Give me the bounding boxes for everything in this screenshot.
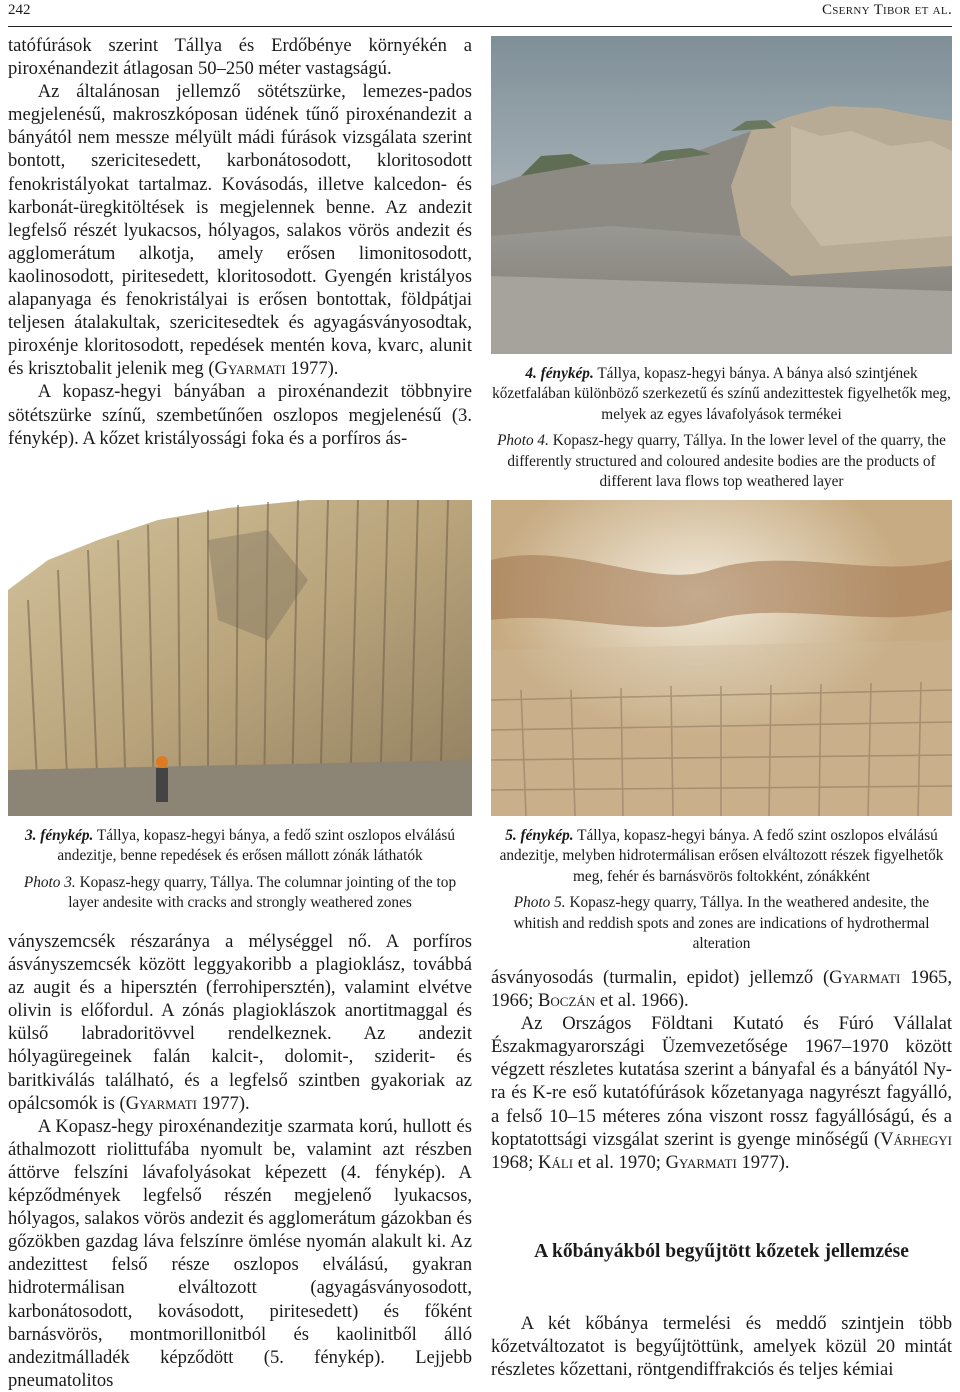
caption-hungarian [491, 364, 952, 425]
paragraph [491, 966, 952, 1012]
citation-author: Káli [538, 1151, 574, 1173]
caption-text: Kopasz-hegy quarry, Tállya. The columnar jointing of the top layer andesite with cracks and strongly weathered zones [68, 873, 457, 912]
citation-author: Gyarmati [125, 1092, 197, 1114]
citation-rest: 1977). [741, 1151, 790, 1173]
caption-label: 5. fénykép. [505, 827, 574, 844]
caption-text: Kopasz-hegy quarry, Tállya. In the lower level of the quarry, the differently structured and coloured andesite bodies are the products of different lava flows top weathered layer [507, 432, 946, 491]
photo-4-caption [491, 364, 952, 498]
left-column-top-text [8, 34, 472, 450]
citation-rest: et al. 1966). [599, 990, 689, 1012]
citation-year: 1977). [290, 358, 339, 380]
citation-author: Gyarmati [829, 967, 901, 988]
caption-hungarian [8, 826, 472, 867]
running-header [8, 2, 952, 24]
citation-author: Várhegyi [880, 1128, 952, 1150]
caption-label: Photo 3. [23, 873, 76, 891]
caption-label: Photo 5. [513, 894, 566, 912]
paragraph: Az általánosan jellemző sötétszürke, lemezes-pados megjelenésű, makroszkóposan üdének tűnő piroxénandezit a bányától nem messze mélyült mádi fúrások vizsgálata szerint bontott, szericitesedett, karbonátosodott, kloritosodott fenokristályokat tartalmaz. Kovásodás, illetve kalcedon- és karbonát-üregkitöltések is megjelennek benne. Az andezit legfelső részét lyukacsos, hólyagos, salakos vörös andezit és agglomerátum alkotja, amely erősen limonitosodott, kaolinosodott, piritesedett, kloritosodott. Gyengén kristályos alapanyaga és fenokristályai is erősen bontottak, földpátjai teljesen átalakultak, szericitesedtek és agyagásványosodtak, piroxénje kloritosodott, repedések mentén kova, kvarc, alunit és krisztobalit jelenik meg (Gyarmati 1977). [8, 81, 472, 380]
caption-label: 4. fénykép. [525, 365, 594, 382]
paragraph [8, 930, 472, 1115]
citation-rest: 1968; [491, 1151, 534, 1173]
photo-5-altered-andesite [491, 500, 952, 816]
right-column-final-text [491, 1312, 952, 1381]
citation-rest: et al. 1970; [577, 1151, 661, 1173]
caption-text: Kopasz-hegy quarry, Tállya. In the weathered andesite, the whitish and reddish spots and zones are indications of hydrothermal alteration [513, 894, 930, 953]
paragraph-text: Az általánosan jellemző sötétszürke, lemezes-pados megjelenésű, makroszkóposan üdének tűnő piroxénandezit a bányától nem messze mélyült mádi fúrások vizsgálata szerint bontott, szericitesedett, karbonátosodott, kloritosodott fenokristályokat tartalmaz. Kovásodás, illetve kalcedon- és karbonát-üregkitöltések is megjelennek benne. Az andezit legfelső részét lyukacsos, hólyagos, salakos vörös andezit és agglomerátum alkotja, amely erősen limonitosodott, kaolinosodott, piritesedett, kloritosodott. Gyengén kristályos alapanyaga és fenokristályai is erősen bontottak, földpátjai teljesen átalakultak, szericitesedtek és agyagásványosodtak, piroxénje kloritosodott, repedések mentén kova, kvarc, alunit és krisztobalit jelenik meg [8, 81, 472, 380]
paragraph: A kopasz-hegyi bányában a piroxénandezit többnyire sötétszürke színű, szembetűnően oszlopos megjelenésű (3. fénykép). A kőzet kristályossági foka és a porfíros ás- [8, 381, 472, 449]
citation-year: 1977). [201, 1092, 250, 1114]
caption-text: Tállya, kopasz-hegyi bánya, a fedő szint oszlopos elválású andezitje, benne repedések és erősen mállott zónák láthatók [57, 827, 456, 865]
header-rule [8, 26, 952, 27]
page-number: 242 [8, 2, 31, 18]
paragraph: tatófúrások szerint Tállya és Erdőbénye környékén a piroxénandezit átlagosan 50–250 méter vastagságú. [8, 35, 472, 80]
caption-label: Photo 4. [497, 432, 549, 450]
paragraph [491, 1012, 952, 1174]
photo-3-caption [8, 826, 472, 920]
running-authors: Cserny Tibor et al. [821, 2, 952, 18]
caption-english [8, 873, 472, 914]
photo-4-quarry-overview [491, 36, 952, 354]
photo-3-columnar-jointing [8, 500, 472, 816]
caption-text: Tállya, kopasz-hegyi bánya. A fedő szint oszlopos elválású andezitje, melyben hidrotermálisan erősen elváltozott részek figyelhetők meg, fehér és barnásvörös foltokként, zónákként [499, 827, 944, 885]
paragraph-text: ásványosodás (turmalin, epidot) jellemző ( [491, 967, 830, 988]
citation-rest: 1965, 1966; [491, 967, 952, 1012]
citation-author: Gyarmati [665, 1151, 737, 1173]
paragraph: A Kopasz-hegy piroxénandezitje szarmata korú, hullott és áthalmozott riolittufába nyomult be, valamint azt részben áttörve felszíni lávafolyásokat képezett (4. fénykép). A képződmények legfelső részén megjelenő lyukacsos, hólyagos, salakos vörös andezit és agglomerátum gázokban és gőzökben gazdag láva felszínre ömlése nyomán alakult ki. Az andezittest felső része oszlopos elválású, gyakran hidrotermálisan elváltozott (agyagásványosodott, karbonátosodott, kovásodott, piritesedett) és főként barnásvörös, montmorillonitból és kaolinitből álló andezitmálladék képződött (5. fénykép). Lejjebb pneumatolitos [8, 1115, 472, 1391]
photo-5-caption [491, 826, 952, 960]
caption-hungarian [491, 826, 952, 887]
paragraph-text: ványszemcsék részaránya a mélységgel nő. A porfíros ásványszemcsék között leggyakoribb a plagioklász, továbbá az augit és a hipersztén (ferrohipersztén), valamint elvétve olivin is előfordul. A zónás plagioklászok anortitmaggal és külső labradoritövvel rendelkeznek. Az andezit hólyagüregeinek falán kalcit-, dolomit-, sziderit- és baritkiválás található, és a legfelső szintben gyakoriak az opálcsomók is ( [8, 931, 472, 1114]
right-column-bottom-text [491, 966, 952, 1174]
caption-english [491, 893, 952, 954]
caption-text: Tállya, kopasz-hegyi bánya. A bánya alsó szintjének kőzetfalában különböző szerkezetű és színű andezittestek figyelhetők meg, melyek az egyes lávafolyások termékei [492, 365, 951, 423]
paragraph: A két kőbánya termelési és meddő szintjein több kőzetváltozatot is begyűjtöttünk, amelyek közül 20 mintát részletes kőzettani, röntgendiffrakciós és teljes kémiai [491, 1313, 952, 1381]
caption-english [491, 431, 952, 492]
paragraph-text: Az Országos Földtani Kutató és Fúró Vállalat Északmagyarországi Üzemvezetősége 1967–1970 között végzett részletes kutatása szerint a bányafal és a bányától Ny-ra és K-re eső kutatófúrások kőzetanyaga nagyrészt fagyálló, a felső 10–15 méteres zóna viszont rossz fagyállóságú, és a koptatottsági vizsgálat szerint is gyenge minőségű ( [491, 1013, 952, 1150]
caption-label: 3. fénykép. [24, 827, 94, 844]
citation-author: Gyarmati [214, 358, 286, 380]
citation-author: Boczán [538, 990, 596, 1012]
left-column-bottom-text [8, 930, 472, 1392]
section-heading: A kőbányákból begyűjtött kőzetek jellemzése [534, 1241, 909, 1262]
